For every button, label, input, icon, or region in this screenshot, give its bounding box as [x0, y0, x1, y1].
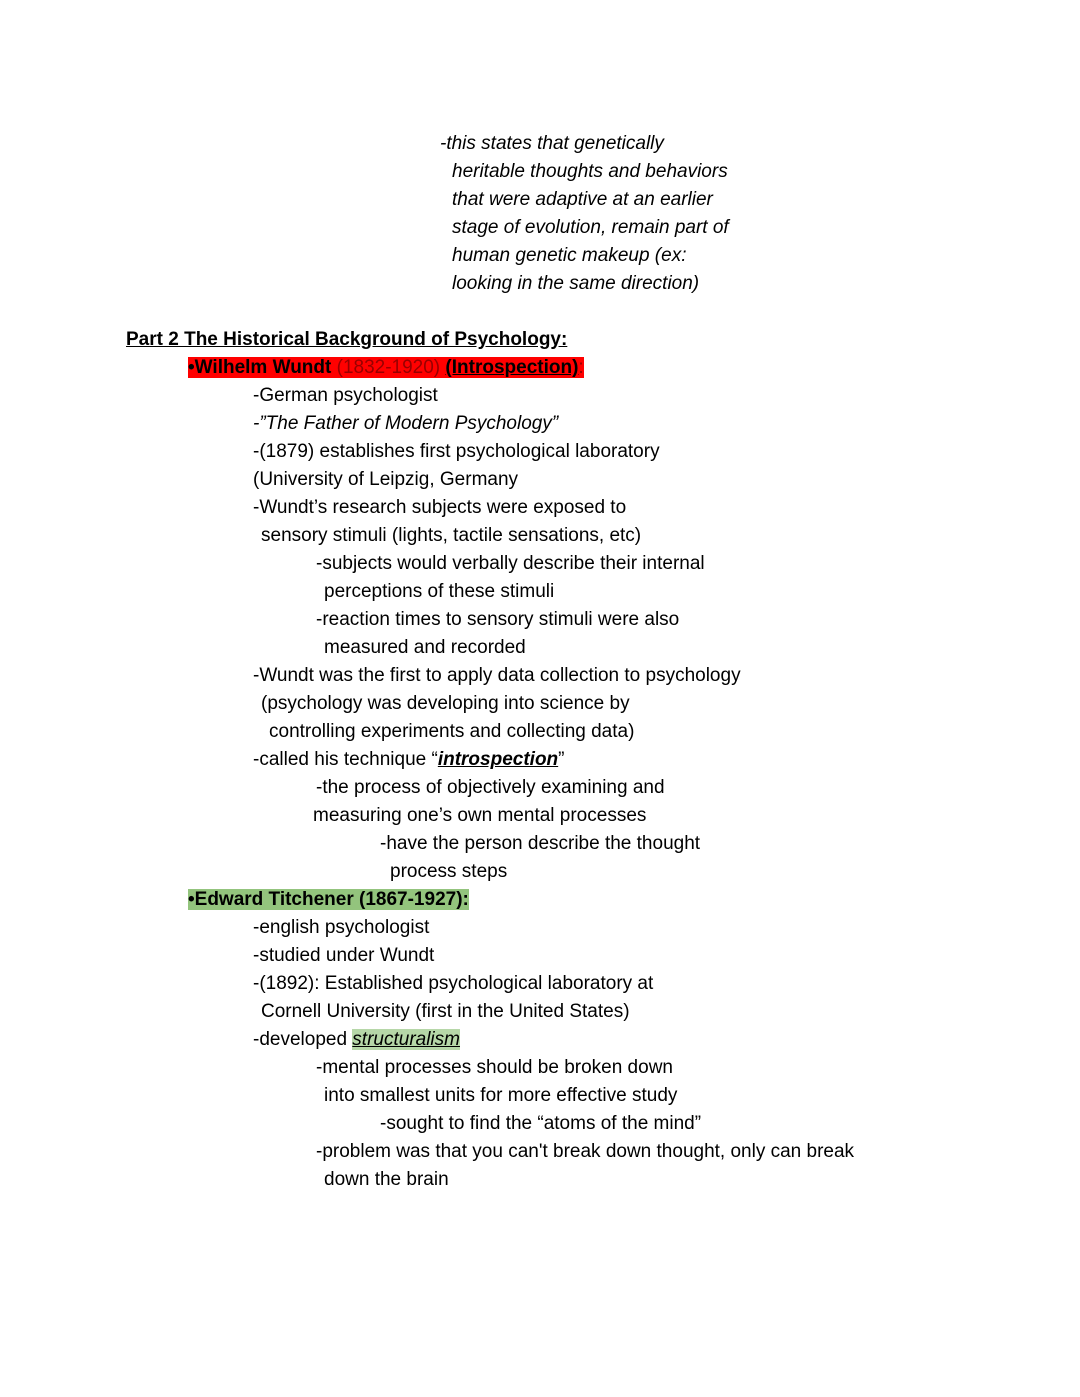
- doc-line: -have the person describe the thought: [380, 833, 701, 854]
- wundt-header-colon: :: [578, 357, 584, 378]
- doc-line: -problem was that you can't break down thought, only can break: [316, 1141, 855, 1162]
- doc-line: (psychology was developing into science by: [261, 693, 630, 714]
- wundt-name: •Wilhelm Wundt: [188, 357, 332, 378]
- evolutionary-note-block: [0, 130, 1080, 298]
- doc-line: -subjects would verbally describe their internal: [316, 553, 705, 574]
- text-segment: -developed: [253, 1029, 353, 1050]
- doc-line: -(1879) establishes first psychological laboratory: [253, 441, 660, 462]
- doc-line: -(1892): Established psychological laboratory at: [253, 973, 654, 994]
- note-line: -this states that genetically: [440, 133, 664, 154]
- doc-line: -the process of objectively examining and: [316, 777, 665, 798]
- doc-line: -mental processes should be broken down: [316, 1057, 673, 1078]
- note-line: that were adaptive at an earlier: [452, 189, 713, 210]
- doc-line: -”The Father of Modern Psychology”: [253, 413, 559, 434]
- doc-line: sensory stimuli (lights, tactile sensations, etc): [261, 525, 642, 546]
- doc-line-structuralism: [253, 1026, 1080, 1054]
- doc-line: -Wundt’s research subjects were exposed to: [253, 497, 627, 518]
- doc-line: controlling experiments and collecting data): [269, 721, 635, 742]
- doc-line: -Wundt was the first to apply data collection to psychology: [253, 665, 741, 686]
- structuralism-term: structuralism: [352, 1029, 460, 1050]
- doc-line-introspection-technique: [253, 746, 1080, 774]
- wundt-years: (1832-1920): [331, 357, 446, 378]
- doc-line: -sought to find the “atoms of the mind”: [380, 1113, 702, 1134]
- note-line: looking in the same direction): [452, 273, 700, 294]
- doc-line: down the brain: [324, 1169, 449, 1190]
- note-line: heritable thoughts and behaviors: [452, 161, 728, 182]
- text-segment: ”: [558, 749, 565, 770]
- doc-line: perceptions of these stimuli: [324, 581, 555, 602]
- note-line: stage of evolution, remain part of: [452, 217, 729, 238]
- wundt-header-highlight: [188, 357, 584, 378]
- doc-line: measured and recorded: [324, 637, 526, 658]
- titchener-header: [188, 886, 1080, 914]
- introspection-term: introspection: [437, 749, 559, 770]
- wundt-introspection-label: (Introspection): [445, 357, 579, 378]
- doc-line: into smallest units for more effective study: [324, 1085, 678, 1106]
- spacer: [0, 298, 1080, 326]
- doc-line: process steps: [390, 861, 508, 882]
- doc-line: -studied under Wundt: [253, 945, 435, 966]
- titchener-header-highlight: •Edward Titchener (1867-1927):: [188, 889, 469, 910]
- doc-line: measuring one’s own mental processes: [313, 805, 647, 826]
- doc-line: -reaction times to sensory stimuli were also: [316, 609, 680, 630]
- section-heading: Part 2 The Historical Background of Psychology:: [126, 329, 568, 350]
- doc-line: (University of Leipzig, Germany: [253, 469, 519, 490]
- wundt-header: [188, 354, 1080, 382]
- doc-line: Cornell University (first in the United States): [261, 1001, 630, 1022]
- doc-line: -english psychologist: [253, 917, 430, 938]
- note-line: human genetic makeup (ex:: [452, 245, 687, 266]
- text-segment: -called his technique “: [253, 749, 438, 770]
- doc-line: -German psychologist: [253, 385, 438, 406]
